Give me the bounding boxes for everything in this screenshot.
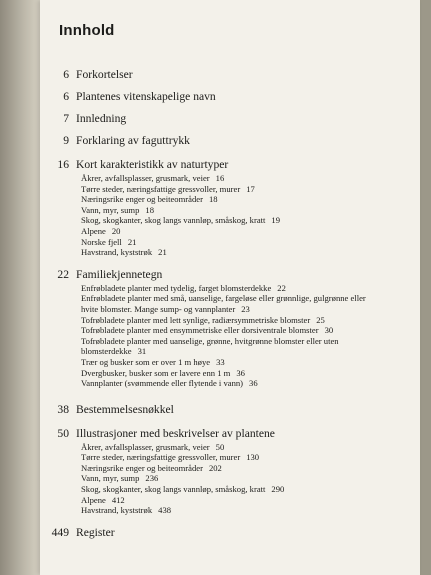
toc-subentries [81, 442, 420, 516]
toc-subentry-page: 21 [158, 247, 167, 258]
toc-subentry-text: Tofrøbladete planter med lett synlige, radiærsymmetriske blomster [81, 314, 311, 325]
toc-entry-heading [40, 403, 420, 417]
toc-subentry-text: Tofrøbladete planter med uanselige, grønne, hvitgrønne blomster eller uten [81, 335, 339, 346]
toc-gap [40, 258, 420, 268]
toc-subentry [81, 357, 420, 368]
toc-subentry-page: 438 [158, 505, 172, 516]
toc-entry-label: Plantenes vitenskapelige navn [76, 90, 216, 103]
toc-subentries [81, 173, 420, 258]
toc-gap [40, 540, 420, 548]
toc-subentry [81, 283, 420, 294]
toc-subentry [81, 368, 420, 379]
toc-page-number: 50 [57, 426, 69, 440]
toc-subentry-text: Åkrer, avfallsplasser, grusmark, veier [81, 441, 210, 452]
toc-subentry [81, 237, 420, 248]
toc-subentry-page: 50 [215, 441, 225, 452]
toc-page-number: 449 [51, 525, 69, 539]
toc-entry [40, 427, 420, 516]
toc-subentry-page: 31 [137, 346, 147, 357]
toc-subentry-page: 20 [111, 225, 121, 236]
toc-entry [40, 403, 420, 417]
toc-page-number: 38 [57, 402, 69, 416]
toc-entry [40, 268, 420, 389]
toc-entry-heading [40, 112, 420, 126]
toc-subentries [81, 283, 420, 389]
toc-gap [40, 104, 420, 112]
toc-entry-heading [40, 90, 420, 104]
toc-subentry-text: Havstrand, kyststrøk [81, 505, 153, 516]
toc-subentry [81, 315, 420, 326]
toc-entry-label: Forklaring av faguttrykk [76, 134, 190, 147]
toc-subentry [81, 484, 420, 495]
toc-subentry-page: 412 [111, 494, 125, 505]
book-page [40, 0, 420, 575]
toc-subentry [81, 184, 420, 195]
toc-subentry-text: blomsterdekke [81, 346, 132, 357]
toc-entry [40, 112, 420, 126]
toc-subentry [81, 304, 420, 315]
toc-entry-label: Forkortelser [76, 68, 133, 81]
toc-subentry-text: Trær og busker som er over 1 m høye [81, 356, 211, 367]
toc-subentry [81, 378, 420, 389]
toc-page-number: 16 [57, 158, 69, 171]
toc-subentry-page: 23 [241, 303, 250, 314]
toc-subentry [81, 473, 420, 484]
toc-entry [40, 158, 420, 258]
toc-gap [40, 82, 420, 90]
toc-subentry [81, 293, 420, 304]
toc-subentry [81, 226, 420, 237]
toc-subentry-page: 36 [249, 378, 258, 389]
toc-subentry-text: Vann, myr, sump [81, 473, 140, 484]
toc-subentry-text: Tofrøbladete planter med ensymmetriske eller dorsiventrale blomster [81, 325, 319, 336]
toc-subentry [81, 325, 420, 336]
toc-entry-heading [40, 268, 420, 282]
toc-gap [40, 516, 420, 526]
toc-subentry-text: Dvergbusker, busker som er lavere enn 1 m [81, 367, 231, 378]
toc-subentry [81, 247, 420, 258]
page-title: Innhold [59, 22, 115, 39]
toc-subentry [81, 173, 420, 184]
toc-subentry-text: Næringsrike enger og beiteområder [81, 462, 203, 473]
toc-subentry [81, 463, 420, 474]
page-edge [420, 0, 431, 575]
toc-subentry [81, 495, 420, 506]
toc-subentry-page: 18 [145, 204, 154, 215]
toc-subentry-text: Enfrøbladete planter med tydelig, farget blomsterdekke [81, 282, 272, 293]
toc-entry-label: Familiekjennetegn [76, 267, 163, 281]
toc-subentry-page: 17 [246, 183, 255, 194]
toc-subentry-text: Skog, skogkanter, skog langs vannløp, småskog, kratt [81, 215, 266, 226]
toc-gap [40, 417, 420, 427]
toc-subentry-page: 21 [127, 236, 137, 247]
toc-page-number: 7 [63, 112, 69, 125]
toc-subentry-text: Tørre steder, næringsfattige gressvoller, murer [81, 452, 241, 463]
toc-entry-heading [40, 158, 420, 172]
toc-subentry-text: Alpene [81, 225, 106, 236]
toc-subentry-text: Skog, skogkanter, skog langs vannløp, småskog, kratt [81, 484, 266, 495]
toc-subentry [81, 346, 420, 357]
toc-subentry-page: 130 [246, 452, 260, 463]
toc-entry [40, 68, 420, 82]
toc-gap [40, 389, 420, 403]
toc-entry-label: Kort karakteristikk av naturtyper [76, 158, 229, 171]
toc-subentry-text: Vannplanter (svømmende eller flytende i vann) [81, 378, 244, 389]
toc-subentry [81, 442, 420, 453]
toc-subentry-page: 16 [215, 173, 225, 183]
toc-entry-label: Innledning [76, 112, 127, 125]
toc-subentry-page: 202 [208, 462, 222, 473]
toc-entry-label: Illustrasjoner med beskrivelser av plantene [76, 426, 275, 440]
toc-gap [40, 126, 420, 134]
toc-entry-heading [40, 427, 420, 441]
toc-entry-heading [40, 134, 420, 148]
toc-subentry-text: Åkrer, avfallsplasser, grusmark, veier [81, 173, 210, 183]
toc-subentry [81, 205, 420, 216]
toc-subentry-page: 290 [271, 484, 285, 495]
toc-subentry-page: 33 [216, 356, 225, 367]
toc-entry-heading [40, 68, 420, 82]
toc-page-number: 9 [63, 134, 69, 147]
toc-entry [40, 134, 420, 148]
toc-entry-label: Register [76, 525, 115, 539]
toc-entry-label: Bestemmelsesnøkkel [76, 402, 174, 416]
toc-entry [40, 90, 420, 104]
toc-subentry-page: 236 [145, 473, 159, 484]
book-spine-shadow [0, 0, 40, 575]
toc-subentry-page: 30 [324, 325, 334, 336]
toc-subentry [81, 215, 420, 226]
toc-subentry-text: Vann, myr, sump [81, 204, 140, 215]
toc-subentry-text: Enfrøbladete planter med små, uanselige, fargeløse eller grønnlige, gulgrønne eller [81, 293, 366, 304]
toc-subentry-text: Havstrand, kyststrøk [81, 247, 153, 258]
toc-entry [40, 526, 420, 540]
toc-subentry-text: Næringsrike enger og beiteområder [81, 194, 203, 205]
toc-entry-heading [40, 526, 420, 540]
toc-subentry-text: Norske fjell [81, 236, 122, 247]
toc-subentry-page: 19 [271, 215, 280, 226]
toc-subentry-text: Alpene [81, 494, 106, 505]
toc-subentry [81, 505, 420, 516]
table-of-contents [40, 68, 420, 548]
toc-subentry-text: Tørre steder, næringsfattige gressvoller, murer [81, 183, 241, 194]
toc-subentry-page: 25 [316, 314, 325, 325]
toc-page-number: 22 [57, 267, 69, 281]
toc-page-number: 6 [63, 90, 69, 103]
toc-subentry [81, 194, 420, 205]
toc-subentry-text: hvite blomster. Mange sump- og vannplanter [81, 303, 236, 314]
toc-subentry [81, 452, 420, 463]
toc-subentry-page: 18 [208, 194, 218, 205]
toc-subentry-page: 22 [277, 282, 286, 293]
toc-subentry [81, 336, 420, 347]
toc-subentry-page: 36 [236, 367, 245, 378]
toc-page-number: 6 [63, 68, 69, 81]
toc-gap [40, 148, 420, 158]
